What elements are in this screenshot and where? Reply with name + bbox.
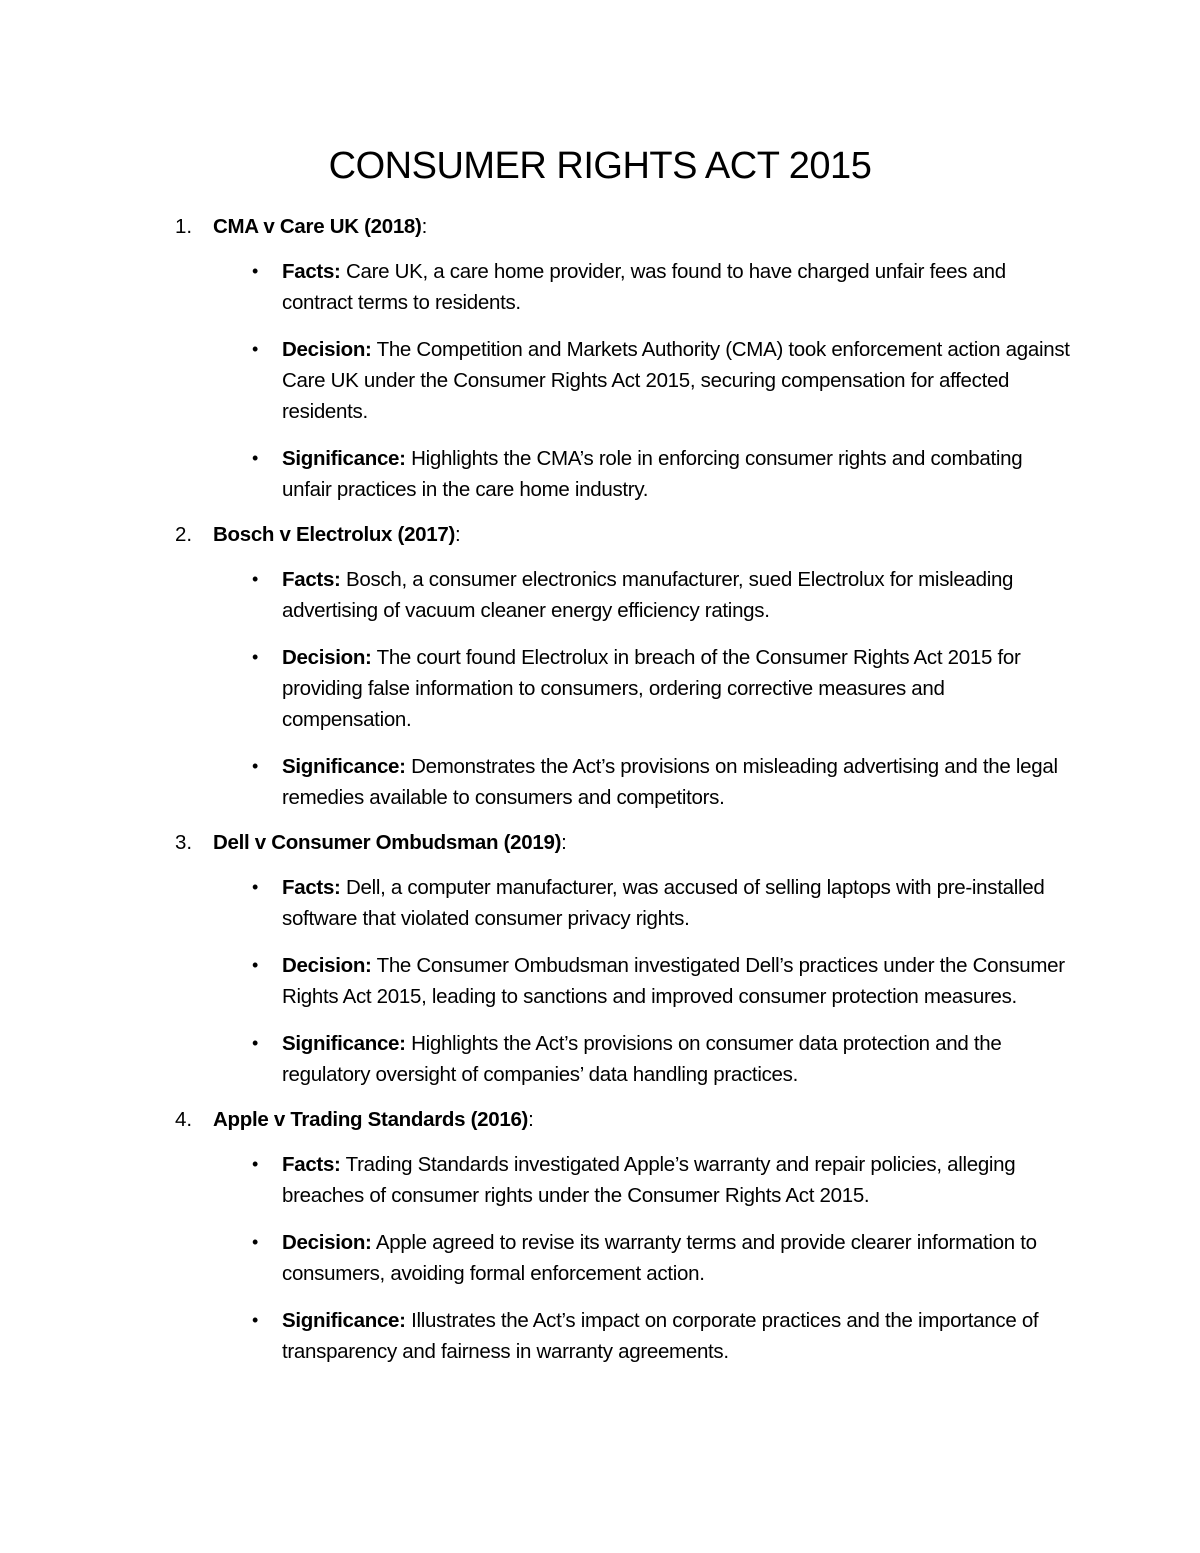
- case-point-significance: [212, 1028, 1072, 1090]
- point-label: Facts:: [282, 260, 341, 283]
- bullet-icon: •: [252, 756, 259, 776]
- case-item: [0, 827, 1200, 1090]
- point-text: Trading Standards investigated Apple’s warranty and repair policies, alleging breaches of consumer rights under the Consumer Rights Act 2015.: [282, 1153, 1016, 1207]
- case-heading-text: Dell v Consumer Ombudsman (2019): [213, 831, 562, 854]
- document-title: CONSUMER RIGHTS ACT 2015: [328, 145, 872, 187]
- point-text: Highlights the Act’s provisions on consumer data protection and the regulatory oversight of companies’ data handling practices.: [282, 1032, 1002, 1086]
- case-item: [0, 1104, 1200, 1367]
- point-text: Dell, a computer manufacturer, was accused of selling laptops with pre-installed software that violated consumer privacy rights.: [282, 876, 1045, 930]
- point-text: Bosch, a consumer electronics manufacturer, sued Electrolux for misleading advertising of vacuum cleaner energy efficiency ratings.: [282, 568, 1014, 622]
- bullet-icon: •: [252, 1232, 259, 1252]
- point-label: Facts:: [282, 568, 341, 591]
- case-points: [213, 872, 1200, 1090]
- case-point-significance: [212, 1305, 1072, 1367]
- point-label: Significance:: [282, 447, 406, 470]
- bullet-icon: •: [252, 448, 259, 468]
- case-heading-colon: :: [528, 1108, 534, 1131]
- bullet-icon: •: [252, 1033, 259, 1053]
- bullet-icon: •: [252, 955, 259, 975]
- bullet-icon: •: [252, 1154, 259, 1174]
- case-points: [213, 256, 1200, 505]
- point-label: Decision:: [282, 1231, 372, 1254]
- point-text: The court found Electrolux in breach of the Consumer Rights Act 2015 for providing false information to consumers, ordering corrective measures and compensation.: [282, 646, 1021, 731]
- point-label: Facts:: [282, 1153, 341, 1176]
- point-label: Decision:: [282, 646, 372, 669]
- case-point-significance: [212, 751, 1072, 813]
- case-point-facts: [212, 872, 1072, 934]
- bullet-icon: •: [252, 261, 259, 281]
- point-text: Highlights the CMA’s role in enforcing consumer rights and combating unfair practices in the care home industry.: [282, 447, 1023, 501]
- bullet-icon: •: [252, 339, 259, 359]
- case-point-facts: [212, 256, 1072, 318]
- point-label: Facts:: [282, 876, 341, 899]
- case-list: [0, 211, 1200, 1381]
- bullet-icon: •: [252, 1310, 259, 1330]
- case-heading-text: CMA v Care UK (2018): [213, 215, 422, 238]
- case-heading: [213, 1104, 1200, 1135]
- case-heading-colon: :: [455, 523, 461, 546]
- case-number: 4.: [175, 1108, 193, 1131]
- point-text: The Consumer Ombudsman investigated Dell’s practices under the Consumer Rights Act 2015, leading to sanctions and improved consumer protection measures.: [282, 954, 1065, 1008]
- case-point-decision: [212, 950, 1072, 1012]
- point-text: Demonstrates the Act’s provisions on misleading advertising and the legal remedies available to consumers and competitors.: [282, 755, 1058, 809]
- case-points: [213, 564, 1200, 813]
- case-point-decision: [212, 642, 1072, 735]
- case-heading-colon: :: [561, 831, 567, 854]
- case-points: [213, 1149, 1200, 1367]
- point-label: Decision:: [282, 338, 372, 361]
- case-item: [0, 211, 1200, 505]
- case-number: 1.: [175, 215, 193, 238]
- case-number: 2.: [175, 523, 193, 546]
- case-heading: [213, 827, 1200, 858]
- case-heading-text: Bosch v Electrolux (2017): [213, 523, 456, 546]
- point-text: Apple agreed to revise its warranty terms and provide clearer information to consumers, avoiding formal enforcement action.: [282, 1231, 1037, 1285]
- case-number: 3.: [175, 831, 193, 854]
- point-label: Significance:: [282, 755, 406, 778]
- case-point-significance: [212, 443, 1072, 505]
- point-text: The Competition and Markets Authority (CMA) took enforcement action against Care UK under the Consumer Rights Act 2015, securing compensation for affected residents.: [282, 338, 1070, 423]
- point-text: Care UK, a care home provider, was found to have charged unfair fees and contract terms to residents.: [282, 260, 1006, 314]
- point-label: Decision:: [282, 954, 372, 977]
- bullet-icon: •: [252, 647, 259, 667]
- case-point-facts: [212, 564, 1072, 626]
- case-point-decision: [212, 1227, 1072, 1289]
- point-label: Significance:: [282, 1032, 406, 1055]
- bullet-icon: •: [252, 877, 259, 897]
- case-heading-colon: :: [421, 215, 427, 238]
- case-heading: [213, 519, 1200, 550]
- case-heading-text: Apple v Trading Standards (2016): [213, 1108, 529, 1131]
- bullet-icon: •: [252, 569, 259, 589]
- case-item: [0, 519, 1200, 813]
- point-text: Illustrates the Act’s impact on corporate practices and the importance of transparency and fairness in warranty agreements.: [282, 1309, 1039, 1363]
- case-point-decision: [212, 334, 1072, 427]
- point-label: Significance:: [282, 1309, 406, 1332]
- case-point-facts: [212, 1149, 1072, 1211]
- case-heading: [213, 211, 1200, 242]
